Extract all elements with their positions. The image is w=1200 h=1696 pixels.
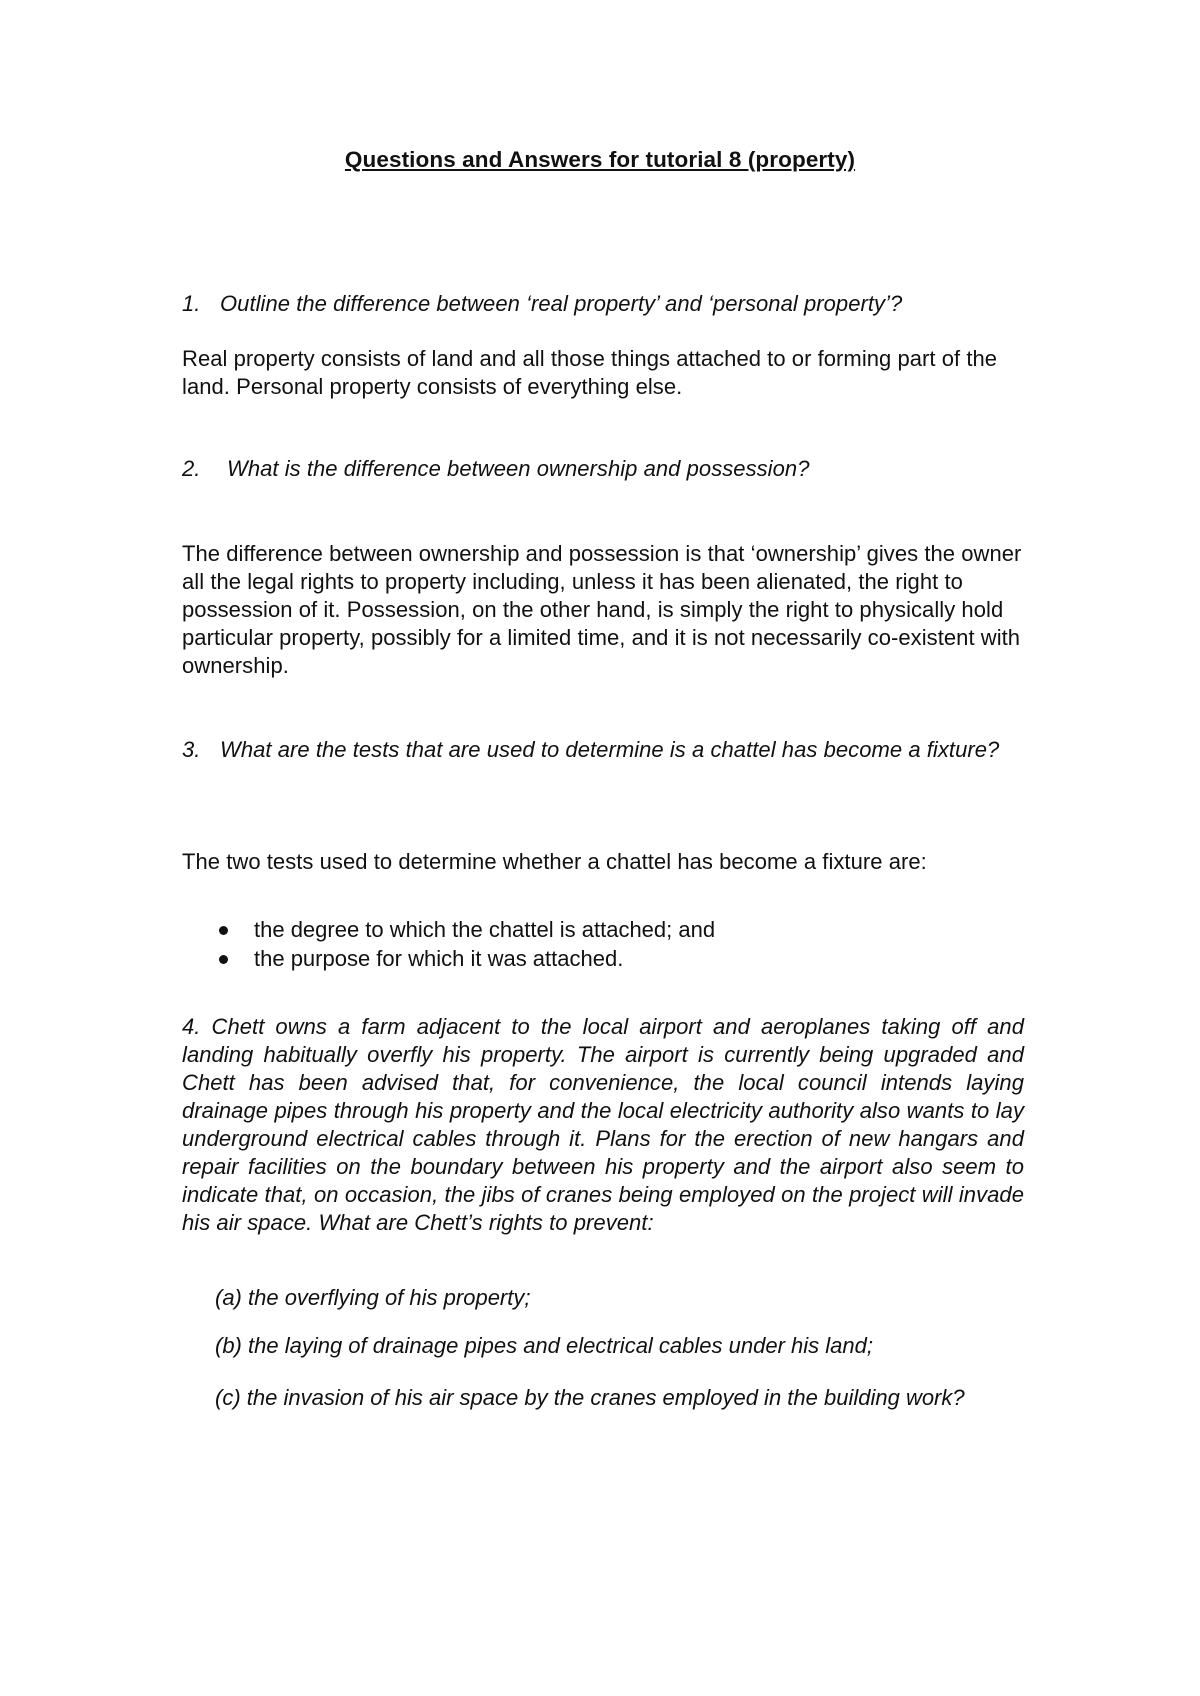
question-1 (182, 290, 1024, 318)
question-4-part-c: (c) the invasion of his air space by the cranes employed in the building work? (215, 1385, 965, 1410)
question-1-number: 1. (182, 291, 201, 316)
question-3-number: 3. (182, 737, 201, 762)
question-2-text: What is the difference between ownership and possession? (227, 456, 810, 481)
question-2 (182, 455, 1024, 483)
answer-3-intro: The two tests used to determine whether a chattel has become a fixture are: (182, 849, 927, 874)
question-2-number: 2. (182, 456, 201, 481)
answer-2: The difference between ownership and possession is that ‘ownership’ gives the owner all the legal rights to property including, unless it has been alienated, the right to possession of it. Possession, on the other hand, is simply the right to physically hold particular property, possibly for a limited time, and it is not necessarily co-existent with ownership. (182, 541, 1022, 678)
answer-1: Real property consists of land and all those things attached to or forming part of the land. Personal property consists of everything else. (182, 346, 998, 399)
answer-3-bullet-list (214, 915, 1024, 973)
question-4: 4. Chett owns a farm adjacent to the local airport and aeroplanes taking off and landing habitually overfly his property. The airport is currently being upgraded and Chett has been advised that, for convenience, the local council intends laying drainage pipes through his property and the local electricity authority also wants to lay underground electrical cables through it. Plans for the erection of new hangars and repair facilities on the boundary between his property and the airport also seem to indicate that, on occasion, the jibs of cranes being employed on the project will invade his air space. What are Chett’s rights to prevent: (182, 1014, 1024, 1235)
answer-3-bullet-1: the degree to which the chattel is attached; and (214, 915, 1024, 944)
bullet-icon (219, 926, 228, 935)
question-4-part-a: (a) the overflying of his property; (215, 1285, 531, 1310)
document-title: Questions and Answers for tutorial 8 (property) (344, 147, 856, 172)
question-4-part-b: (b) the laying of drainage pipes and electrical cables under his land; (215, 1333, 873, 1358)
question-3-text: What are the tests that are used to determine is a chattel has become a fixture? (220, 737, 1000, 762)
answer-3-bullet-2: the purpose for which it was attached. (214, 944, 1024, 973)
bullet-icon (219, 955, 228, 964)
question-3 (182, 736, 1062, 764)
question-1-text: Outline the difference between ‘real property’ and ‘personal property’? (220, 291, 903, 316)
